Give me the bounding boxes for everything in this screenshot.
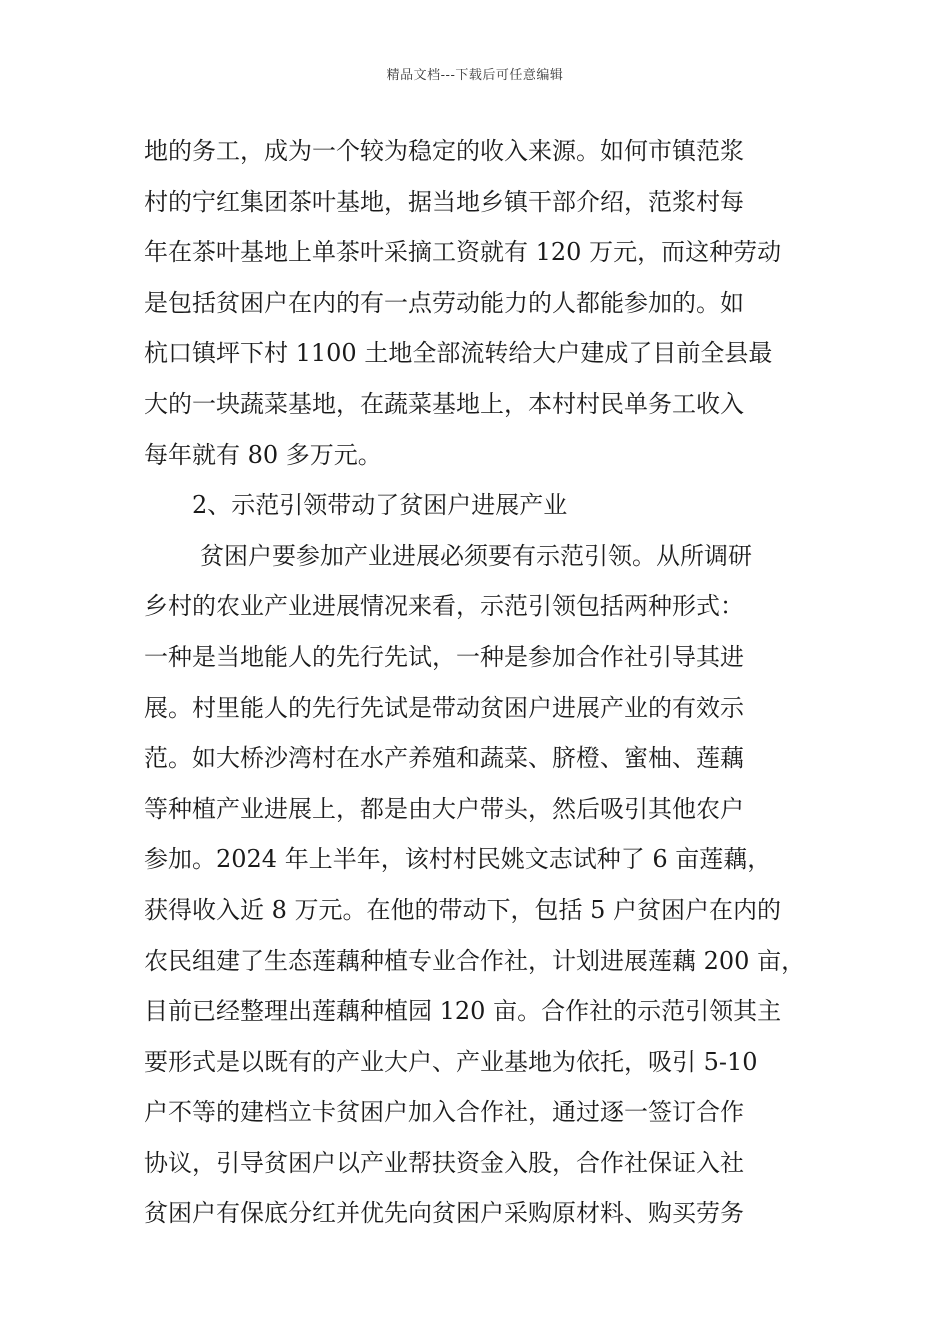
text-line: 贫困户要参加产业进展必须要有示范引领。从所调研 — [200, 541, 752, 570]
text-line: 地的务工，成为一个较为稳定的收入来源。如何市镇范浆 — [144, 137, 744, 165]
text-line: 户不等的建档立卡贫困户加入合作社，通过逐一签订合作 — [144, 1098, 744, 1127]
text-line: 村的宁红集团茶叶基地，据当地乡镇干部介绍，范浆村每 — [144, 187, 744, 216]
text-line: 协议，引导贫困户以产业帮扶资金入股，合作社保证入社 — [144, 1148, 744, 1177]
text-line: 贫困户有保底分红并优先向贫困户采购原材料、购买劳务 — [144, 1199, 744, 1228]
text-line: 参加。2024 年上半年，该村村民姚文志试种了 6 亩莲藕， — [144, 845, 772, 874]
text-line: 等种植产业进展上，都是由大户带头，然后吸引其他农户 — [144, 794, 744, 823]
page-header: 精品文档---下载后可任意编辑 — [386, 68, 564, 83]
text-line: 农民组建了生态莲藕种植专业合作社，计划进展莲藕 200 亩， — [144, 946, 806, 975]
text-line: 大的一块蔬菜基地，在蔬菜基地上，本村村民单务工收入 — [144, 389, 744, 418]
text-line: 是包括贫困户在内的有一点劳动能力的人都能参加的。如 — [144, 288, 744, 317]
text-line: 范。如大桥沙湾村在水产养殖和蔬菜、脐橙、蜜柚、莲藕 — [144, 744, 744, 773]
text-line: 乡村的农业产业进展情况来看，示范引领包括两种形式： — [144, 592, 744, 621]
text-line: 展。村里能人的先行先试是带动贫困户进展产业的有效示 — [144, 693, 744, 722]
text-line: 年在茶叶基地上单茶叶采摘工资就有 120 万元，而这种劳动 — [144, 238, 782, 267]
text-line: 每年就有 80 多万元。 — [144, 440, 382, 469]
text-line: 一种是当地能人的先行先试，一种是参加合作社引导其进 — [144, 642, 744, 671]
text-line: 目前已经整理出莲藕种植园 120 亩。合作社的示范引领其主 — [144, 997, 782, 1026]
text-line: 杭口镇坪下村 1100 土地全部流转给大户建成了目前全县最 — [144, 339, 773, 368]
body-text — [144, 126, 814, 1239]
section-heading: 2、示范引领带动了贫困户进展产业 — [192, 491, 568, 520]
text-line: 要形式是以既有的产业大户、产业基地为依托，吸引 5-10 — [144, 1047, 758, 1076]
text-line: 获得收入近 8 万元。在他的带动下，包括 5 户贫困户在内的 — [144, 895, 782, 924]
